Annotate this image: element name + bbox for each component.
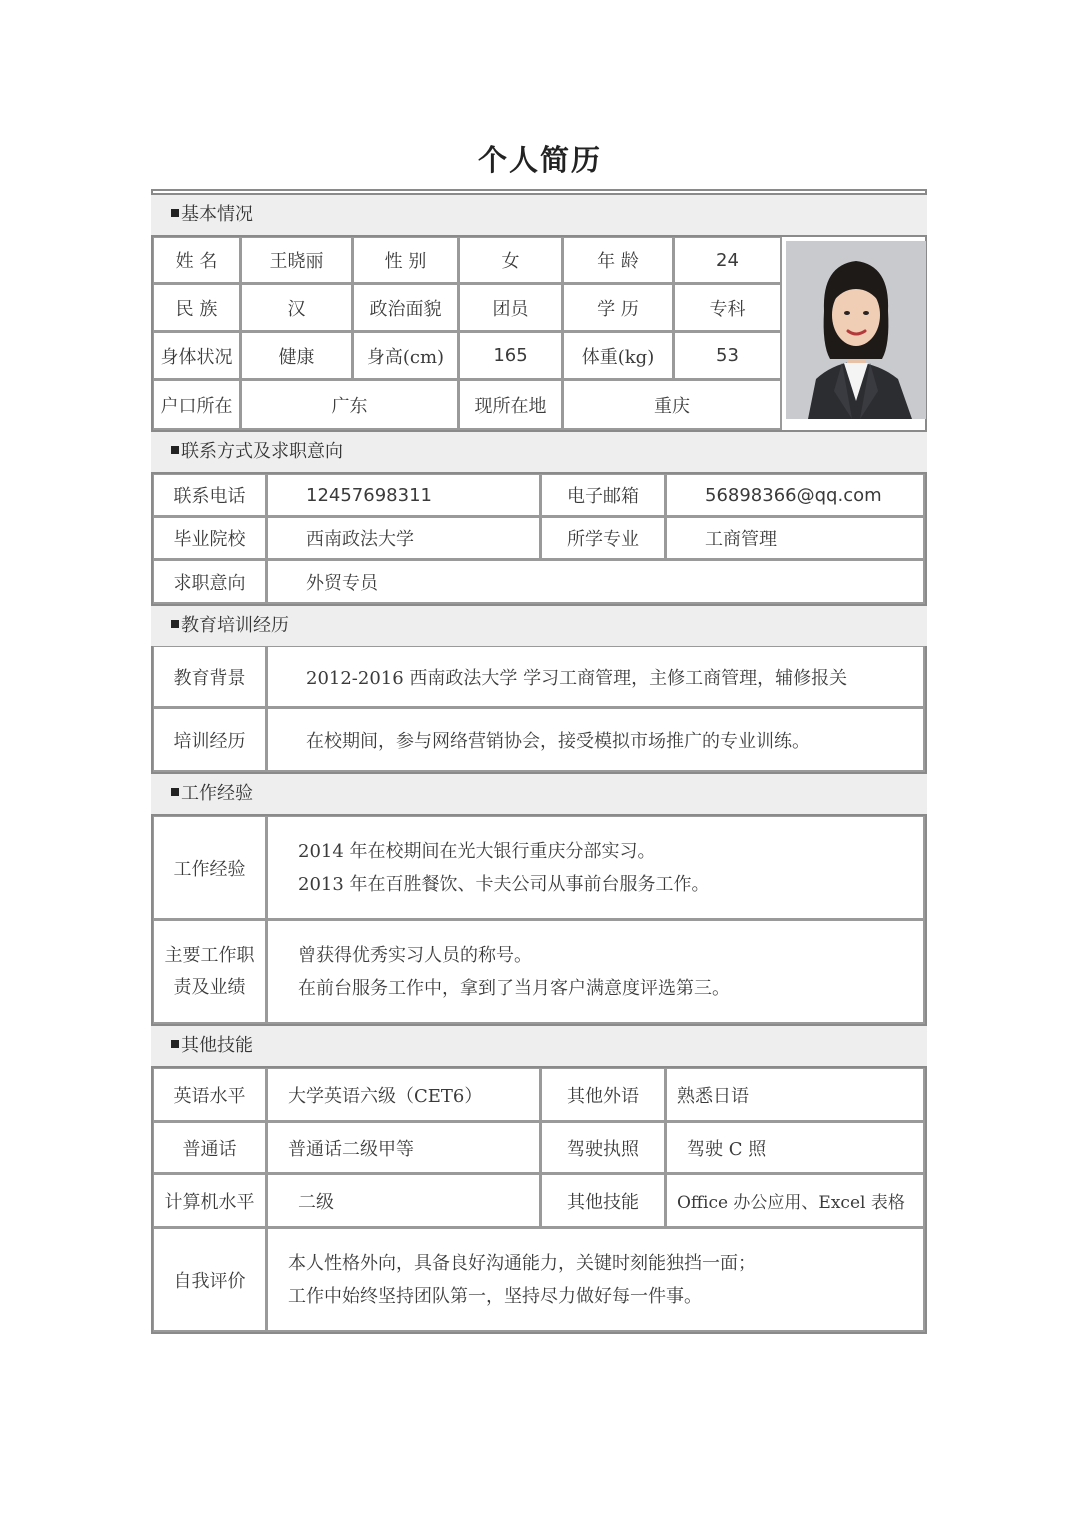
height-label: 身高(cm) [353, 332, 459, 380]
gender-value: 女 [459, 237, 563, 284]
duty-label-line: 责及业绩 [173, 976, 246, 998]
duty-line: 曾获得优秀实习人员的称号。 [298, 944, 532, 966]
phone-label: 联系电话 [153, 474, 267, 517]
mandarin-label: 普通话 [153, 1122, 267, 1174]
duty-value [267, 920, 925, 1024]
section-header-education [151, 604, 927, 648]
section-title: 其他技能 [181, 1035, 253, 1056]
location-label: 现所在地 [459, 380, 563, 430]
computer-value: 二级 [267, 1174, 541, 1228]
health-label: 身体状况 [153, 332, 241, 380]
objective-value: 外贸专员 [267, 560, 925, 604]
ethnicity-label: 民 族 [153, 284, 241, 332]
email-label: 电子邮箱 [541, 474, 666, 517]
weight-value: 53 [674, 332, 782, 380]
section-title: 基本情况 [181, 204, 253, 225]
training-label: 培训经历 [153, 708, 267, 772]
height-value: 165 [459, 332, 563, 380]
work-exp-value [267, 816, 925, 920]
major-label: 所学专业 [541, 517, 666, 560]
section-title: 联系方式及求职意向 [181, 441, 343, 462]
english-value: 大学英语六级（CET6） [267, 1068, 541, 1122]
work-exp-line: 2014 年在校期间在光大银行重庆分部实习。 [298, 840, 656, 862]
age-label: 年 龄 [563, 237, 674, 284]
computer-label: 计算机水平 [153, 1174, 267, 1228]
mandarin-value: 普通话二级甲等 [267, 1122, 541, 1174]
school-label: 毕业院校 [153, 517, 267, 560]
section-title: 教育培训经历 [181, 615, 289, 636]
section-header-basic [151, 193, 927, 237]
profile-photo [786, 241, 926, 419]
email-value: 56898366@qq.com [666, 474, 925, 517]
square-bullet-icon [171, 788, 179, 796]
political-label: 政治面貌 [353, 284, 459, 332]
political-value: 团员 [459, 284, 563, 332]
education-background-value: 2012-2016 西南政法大学 学习工商管理，主修工商管理，辅修报关 [267, 646, 925, 708]
location-value: 重庆 [563, 380, 782, 430]
phone-value: 12457698311 [267, 474, 541, 517]
training-value: 在校期间，参与网络营销协会，接受模拟市场推广的专业训练。 [267, 708, 925, 772]
ethnicity-value: 汉 [241, 284, 353, 332]
self-eval-label: 自我评价 [153, 1228, 267, 1332]
gender-label: 性 别 [353, 237, 459, 284]
other-skill-label: 其他技能 [541, 1174, 666, 1228]
self-eval-line: 工作中始终坚持团队第一，坚持尽力做好每一件事。 [288, 1285, 702, 1307]
section-header-work [151, 772, 927, 816]
english-label: 英语水平 [153, 1068, 267, 1122]
name-value: 王晓丽 [241, 237, 353, 284]
section-title: 工作经验 [181, 783, 253, 804]
square-bullet-icon [171, 620, 179, 628]
age-value: 24 [674, 237, 782, 284]
license-value: 驾驶 C 照 [666, 1122, 925, 1174]
duty-label [153, 920, 267, 1024]
other-skill-value: Office 办公应用、Excel 表格 [666, 1174, 925, 1228]
license-label: 驾驶执照 [541, 1122, 666, 1174]
degree-label: 学 历 [563, 284, 674, 332]
name-label: 姓 名 [153, 237, 241, 284]
square-bullet-icon [171, 209, 179, 217]
duty-label-line: 主要工作职 [164, 944, 255, 966]
self-eval-line: 本人性格外向，具备良好沟通能力，关键时刻能独挡一面； [288, 1252, 756, 1274]
school-value: 西南政法大学 [267, 517, 541, 560]
section-header-skills [151, 1024, 927, 1068]
objective-label: 求职意向 [153, 560, 267, 604]
other-lang-label: 其他外语 [541, 1068, 666, 1122]
weight-label: 体重(kg) [563, 332, 674, 380]
hukou-label: 户口所在 [153, 380, 241, 430]
major-value: 工商管理 [666, 517, 925, 560]
other-lang-value: 熟悉日语 [666, 1068, 925, 1122]
section-header-contact [151, 430, 927, 474]
page-title: 个人简历 [477, 143, 602, 177]
duty-line: 在前台服务工作中，拿到了当月客户满意度评选第三。 [298, 977, 730, 999]
education-background-label: 教育背景 [153, 646, 267, 708]
self-eval-value [267, 1228, 925, 1332]
health-value: 健康 [241, 332, 353, 380]
square-bullet-icon [171, 446, 179, 454]
degree-value: 专科 [674, 284, 782, 332]
hukou-value: 广东 [241, 380, 459, 430]
work-exp-label: 工作经验 [153, 816, 267, 920]
square-bullet-icon [171, 1040, 179, 1048]
work-exp-line: 2013 年在百胜餐饮、卡夫公司从事前台服务工作。 [298, 873, 710, 895]
